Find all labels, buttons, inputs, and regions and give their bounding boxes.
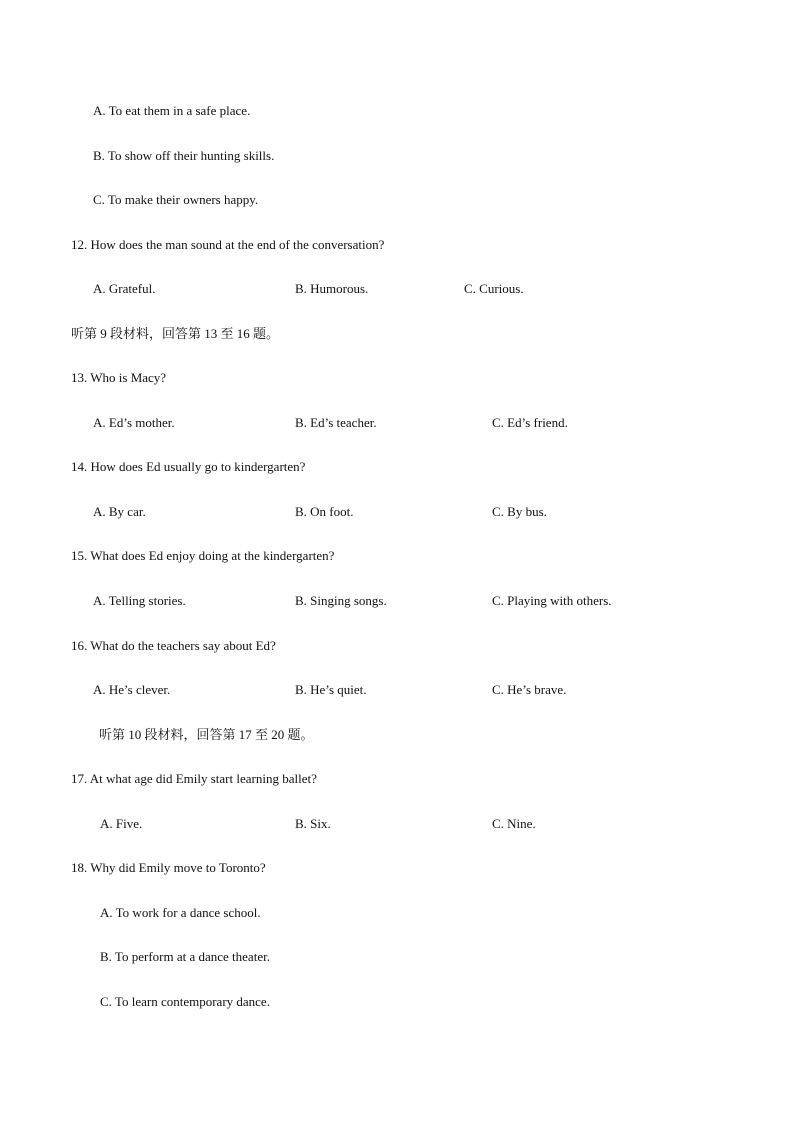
q15-option-a: A. Telling stories. bbox=[93, 593, 186, 608]
q13-option-b: B. Ed’s teacher. bbox=[295, 415, 377, 430]
q16-question: 16. What do the teachers say about Ed? bbox=[71, 638, 276, 653]
q16-option-c: C. He’s brave. bbox=[492, 682, 567, 697]
q17-option-c: C. Nine. bbox=[492, 816, 536, 831]
q17-option-a: A. Five. bbox=[100, 816, 143, 831]
q13-option-a: A. Ed’s mother. bbox=[93, 415, 175, 430]
q15-option-c: C. Playing with others. bbox=[492, 593, 612, 608]
q18-option-c: C. To learn contemporary dance. bbox=[100, 994, 270, 1009]
section-10-heading: 听第 10 段材料，回答第 17 至 20 题。 bbox=[99, 727, 314, 742]
q12-option-b: B. Humorous. bbox=[295, 281, 369, 296]
q18-question: 18. Why did Emily move to Toronto? bbox=[71, 860, 266, 875]
q11-option-c: C. To make their owners happy. bbox=[93, 192, 259, 207]
q15-question: 15. What does Ed enjoy doing at the kindergarten? bbox=[71, 548, 335, 563]
q16-option-b: B. He’s quiet. bbox=[295, 682, 367, 697]
q14-option-b: B. On foot. bbox=[295, 504, 354, 519]
section-9-heading: 听第 9 段材料，回答第 13 至 16 题。 bbox=[71, 326, 280, 341]
q18-option-b: B. To perform at a dance theater. bbox=[100, 949, 270, 964]
q17-option-b: B. Six. bbox=[295, 816, 331, 831]
q11-option-a: A. To eat them in a safe place. bbox=[93, 103, 251, 118]
q18-option-a: A. To work for a dance school. bbox=[100, 905, 261, 920]
q12-question: 12. How does the man sound at the end of the conversation? bbox=[71, 237, 385, 252]
q15-option-b: B. Singing songs. bbox=[295, 593, 387, 608]
q14-option-a: A. By car. bbox=[93, 504, 146, 519]
q12-option-a: A. Grateful. bbox=[93, 281, 156, 296]
q16-option-a: A. He’s clever. bbox=[93, 682, 171, 697]
q14-option-c: C. By bus. bbox=[492, 504, 547, 519]
q13-question: 13. Who is Macy? bbox=[71, 370, 167, 385]
q17-question: 17. At what age did Emily start learning ballet? bbox=[71, 771, 317, 786]
q11-option-b: B. To show off their hunting skills. bbox=[93, 148, 275, 163]
q12-option-c: C. Curious. bbox=[464, 281, 524, 296]
q13-option-c: C. Ed’s friend. bbox=[492, 415, 568, 430]
q14-question: 14. How does Ed usually go to kindergarten? bbox=[71, 459, 306, 474]
